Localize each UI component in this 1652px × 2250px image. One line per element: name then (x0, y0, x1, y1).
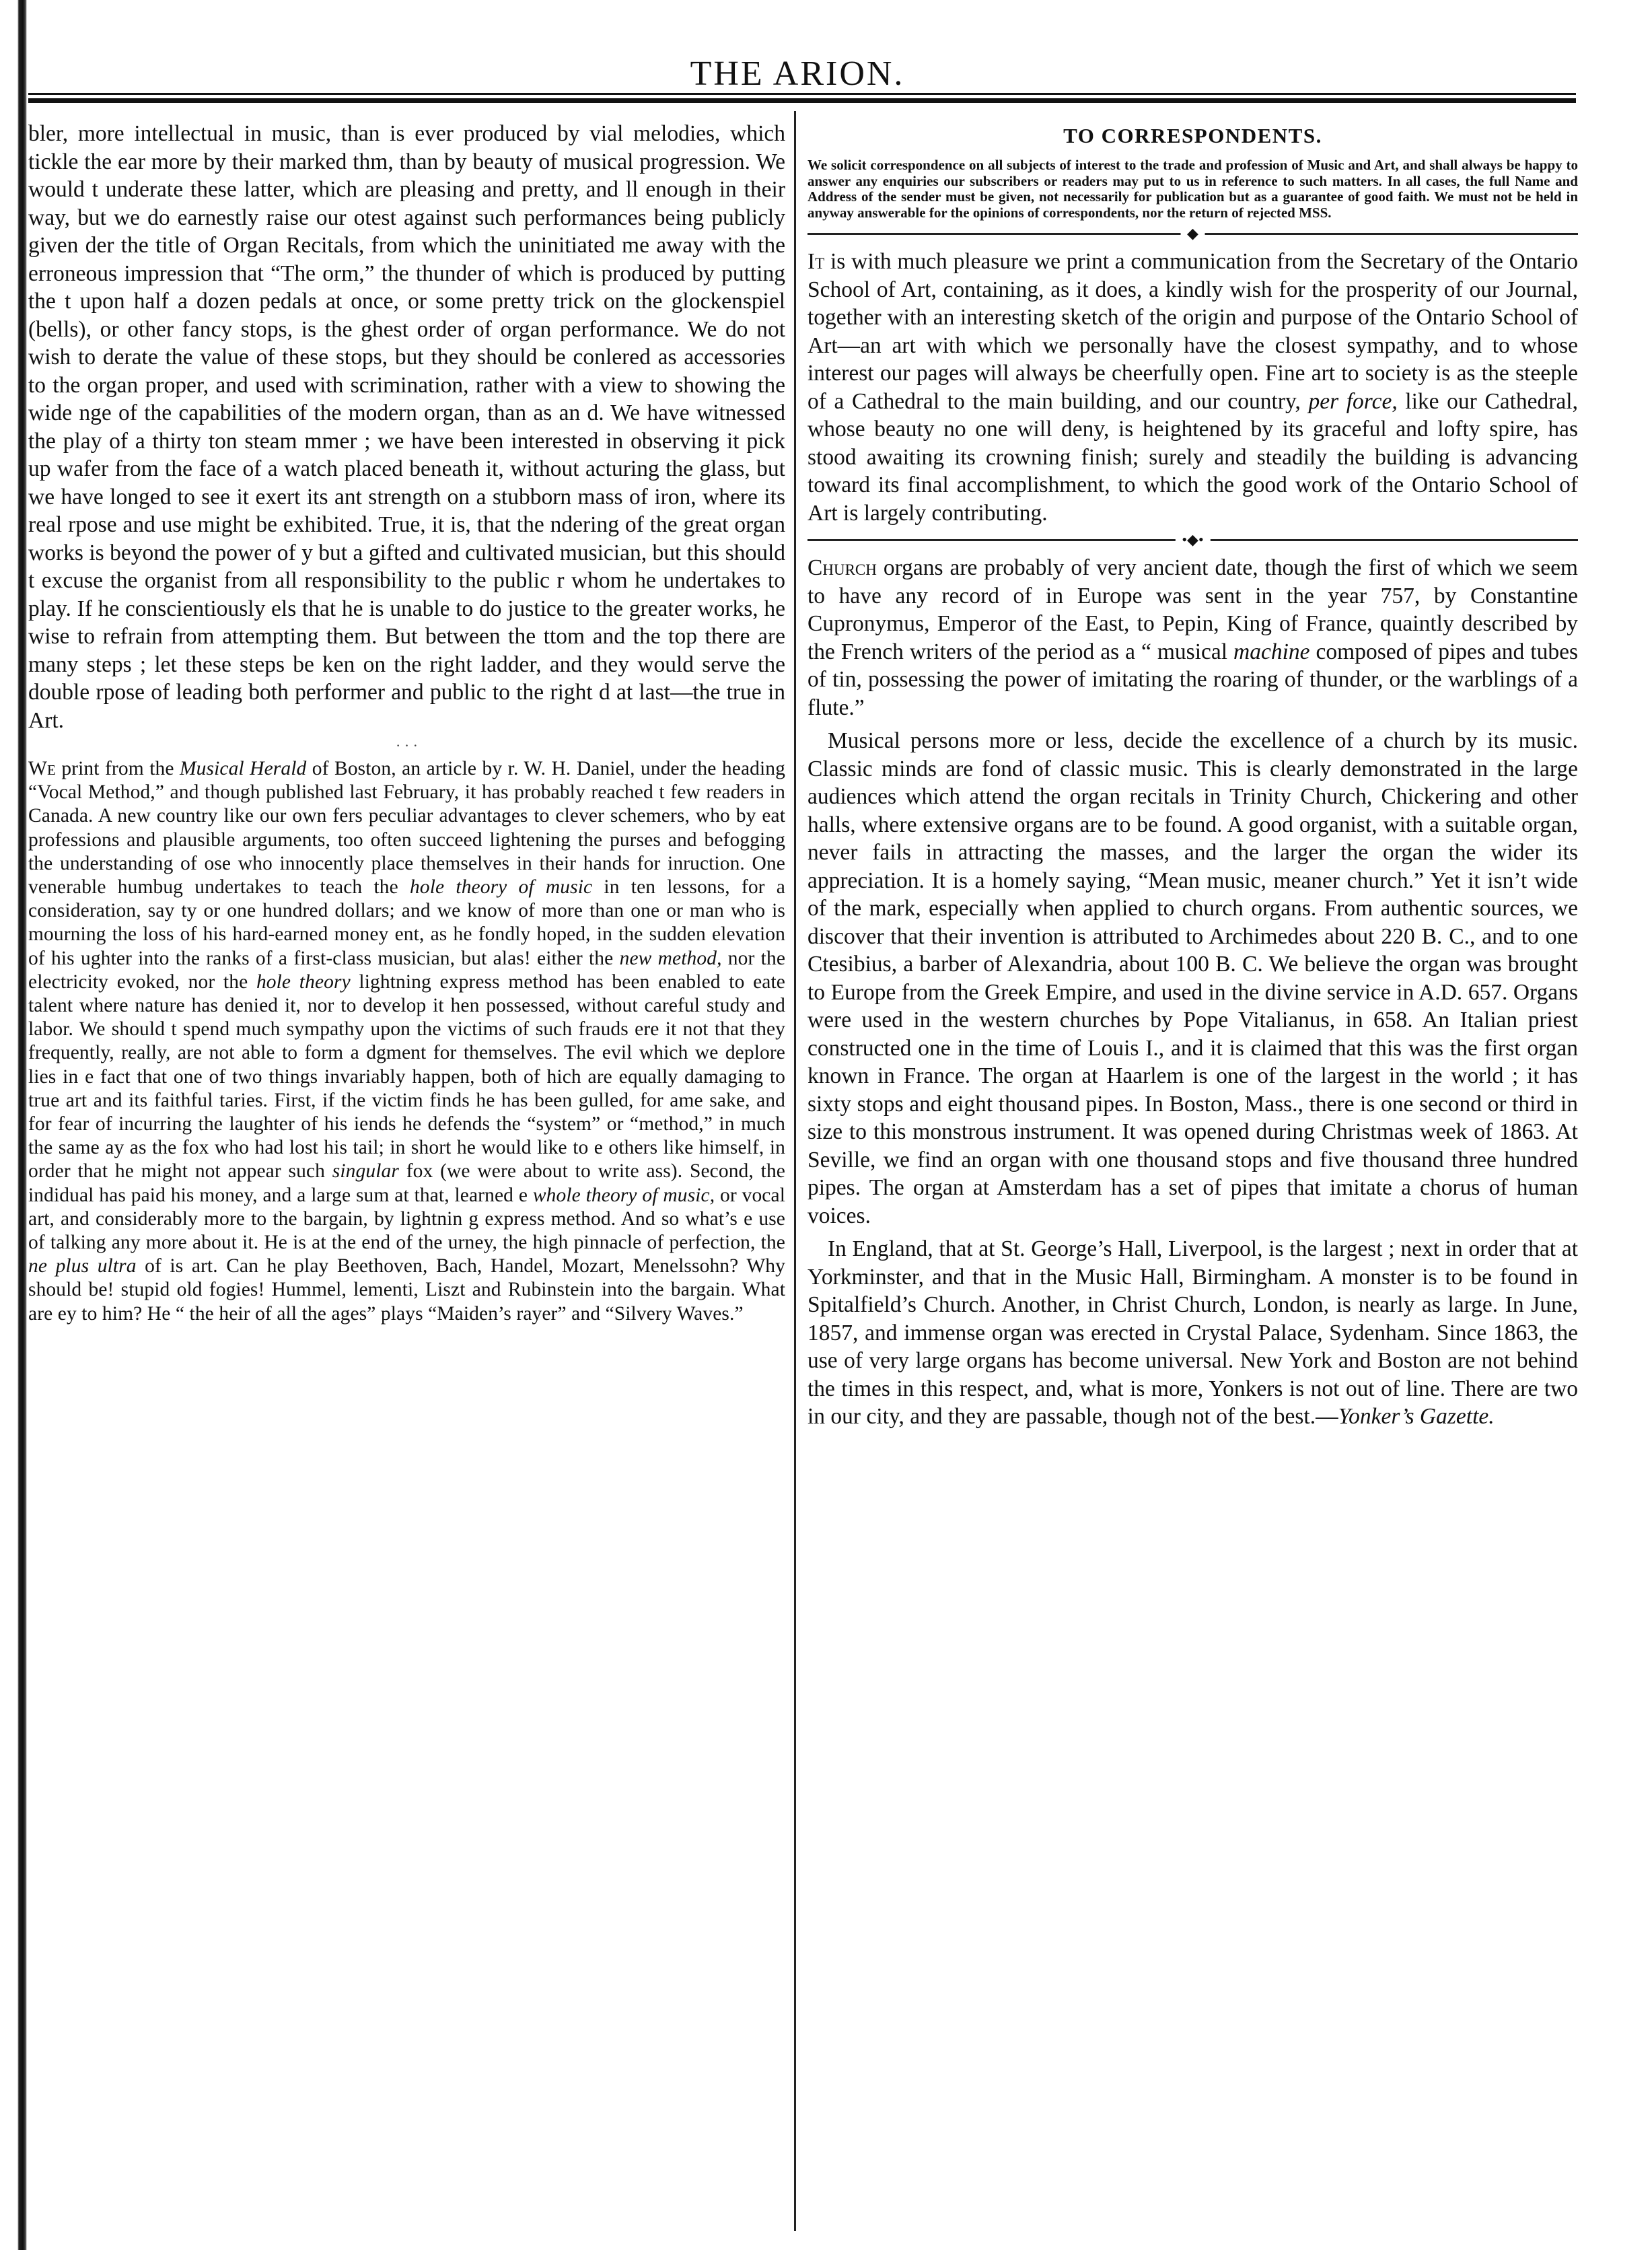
organ-history-paragraph: Musical persons more or less, decide the excellence of a church by its music. Classic minds are fond of classic music. This is clearly demonstrated in the large audiences which attend the organ recitals in Trinity Church, Chickering and other halls, where extensive organs are to be found. A good organist, with a suitable organ, never fails in attracting the masses, and the larger the organ the wider its appreciation. It is a homely saying, “Mean music, meaner church.” Yet it isn’t wide of the mark, especially when applied to church organs. From authentic sources, we discover that their invention is attributed to Archimedes about 220 B. C., and to one Ctesibius, a barber of Alexandria, about 100 B. C. We believe the organ was brought to Europe from the Greek Empire, and used in the divine service in A.D. 657. Organs were used in the western churches by Pope Vitalianus, in 658. An Italian priest constructed one in the time of Louis I., and it is claimed that this was the first organ known in France. The organ at Haarlem is one of the largest in the world ; it has sixty stops and eight thousand pipes. In Boston, Mass., there is one second or third in size to this monstrous instrument. It was opened during Christmas week of 1863. At Seville, we find an organ with one thousand stops and five thousand three hundred pipes. The organ at Amsterdam has a set of pipes that imitate a chorus of human voices. (807, 728, 1578, 1228)
right-column (807, 120, 1578, 1431)
dot-ornament-icon: •◆• (1175, 532, 1210, 547)
correspondents-notice: We solicit correspondence on all subjects of interest to the trade and profession of Music and Art, and shall always be happy to answer any enquiries our subscribers or readers may put to us in reference to such matters. In all cases, the full Name and Address of the sender must be given, not necessarily for publication but as a guarantee of good faith. We must not be held in anyway answerable for the opinions of correspondents, nor the return of rejected MSS. (807, 157, 1578, 221)
england-organs-paragraph: In England, that at St. George’s Hall, Liverpool, is the largest ; next in order that at Yorkminster, and that in the Music Hall, Birmingham. A monster is to be found in Spitalfield’s Church. Another, in Christ Church, London, is nearly as large. In June, 1857, and immense organ was erected in Crystal Palace, Sydenham. Since 1863, the use of very large organs has become universal. New York and Boston are not behind the times in this respect, and, what is more, Yonkers is not out of line. There are two in our city, and they are passable, though not of the best.—Yonker’s Gazette. (807, 1236, 1578, 1429)
vocal-method-article: We print from the Musical Herald of Boston, an article by r. W. H. Daniel, under the heading “Vocal Method,” and though published last February, it has probably reached t few readers in Canada. A new country like our own fers peculiar advantages to clever schemers, who by eat professions and plausible arguments, too often succeed lightening the purses and befogging the understanding of ose who innocently place themselves in their hands for inruction. One venerable humbug undertakes to teach the hole theory of music in ten lessons, for a consideration, say ty or one hundred dollars; and we know of more than one or man who is mourning the loss of his hard-earned money ent, as he fondly hoped, in the sudden elevation of his ughter into the ranks of a first-class musician, but alas! either the new method, nor the electricity evoked, nor the hole theory lightning express method has been enabled to eate talent where nature has denied it, nor to develop it hen possessed, without careful study and labor. We should t spend much sympathy upon the victims of such frauds ere it not that they frequently, really, are not able to form a dgment for themselves. The evil which we deplore lies in e fact that one of two things invariably happen, both of hich are equally damaging to true art and its faithful taries. First, if the victim finds he has been gulled, for ame sake, and for fear of incurring the laughter of his iends he defends the “system” or “method,” in much the same ay as the fox who had lost his tail; in short he would like to e others like himself, in order that he might not appear such singular fox (we were about to write ass). Second, the indidual has paid his money, and a large sum at that, learned e whole theory of music, or vocal art, and considerably more to the bargain, by lightnin g express method. And so what’s e use of talking any more about it. He is at the end of the urney, the high pinnacle of perfection, the ne plus ultra of is art. Can he play Beethoven, Bach, Handel, Mozart, Menelssohn? Why should be! stupid old fogies! Hummel, lementi, Liszt and Rubinstein into the bargain. What are ey to him? He “ the heir of all the ages” plays “Maiden’s rayer” and “Silvery Waves.” (28, 758, 786, 1325)
header-rule-thick (28, 98, 1576, 103)
church-organs-paragraph: Church organs are probably of very ancient date, though the first of which we seem to have any record of in Europe was sent in the year 757, by Constantine Cupronymus, Emperor of the East, to Pepin, King of France, quaintly described by the French writers of the period as a “ musical machine composed of pipes and tubes of tin, possessing the power of imitating the roaring of thunder, or the warblings of a flute.” (807, 555, 1578, 720)
left-column (28, 120, 785, 1326)
running-head: THE ARION. (690, 55, 905, 93)
source-attribution: Yonker’s Gazette. (1338, 1404, 1495, 1429)
section-separator: · · · (396, 737, 418, 754)
ontario-school-paragraph: It is with much pleasure we print a communication from the Secretary of the Ontario School of Art, containing, as it does, a kindly wish for the prosperity of our Journal, together with an interesting sketch of the origin and purpose of the Ontario School of Art—an art with which we personally have the closest sympathy, and to whose interest our pages will always be cheerfully open. Fine art to society is as the steeple of a Cathedral to the main building, and our country, per force, like our Cathedral, whose beauty no one will deny, is heightened by its graceful and lofty spire, has stood awaiting its crowning finish; surely and steadily the building is advancing toward its final accomplishment, to which the good work of the Ontario School of Art is largely contributing. (807, 249, 1578, 526)
organ-recitals-paragraph: bler, more intellectual in music, than is ever produced by vial melodies, which tickle the ear more by their marked thm, than by beauty of musical progression. We would t underate these latter, which are pleasing and pretty, and ll enough in their way, but we do earnestly raise our otest against such performances being publicly given der the title of Organ Recitals, from which the uninitiated me away with the erroneous impression that “The orm,” the thunder of which is produced by putting the t upon half a dozen pedals at once, or some pretty trick on the glockenspiel (bells), or other fancy stops, is the ghest order of organ performance. We do not wish to derate the value of these stops, but they should be conlered as accessories to the organ proper, and used with scrimination, rather with a view to showing the wide nge of the capabilities of the modern organ, than as an d. We have witnessed the play of a thirty ton steam mmer ; we have been interested in observing it pick up wafer from the face of a watch placed beneath it, without acturing the glass, but we have longed to see it exert its ant strength on a stubborn mass of iron, where its real rpose and use might be exhibited. True, it is, that the ndering of the great organ works is beyond the power of y but a gifted and cultivated musician, but this should t excuse the organist from all responsibility to the public r whom he undertakes to play. If he conscientiously els that he is unable to do justice to the greater works, he wise to refrain from attempting them. But between the ttom and the top there are many steps ; let these steps be ken on the right ladder, and they would serve the double rpose of leading both performer and public to the right d at last—the true in Art. (28, 121, 785, 733)
italic-musical-herald: Musical Herald (179, 758, 307, 779)
header-rule-thin (28, 93, 1576, 95)
correspondents-heading: TO CORRESPONDENTS. (1063, 124, 1322, 147)
drop-word: We (28, 758, 56, 779)
column-rule (794, 111, 796, 2231)
ornament-divider (807, 527, 1578, 554)
ornament-divider (807, 221, 1578, 248)
page-binding-edge (0, 0, 27, 2250)
diamond-ornament-icon: ◆ (1180, 226, 1205, 241)
